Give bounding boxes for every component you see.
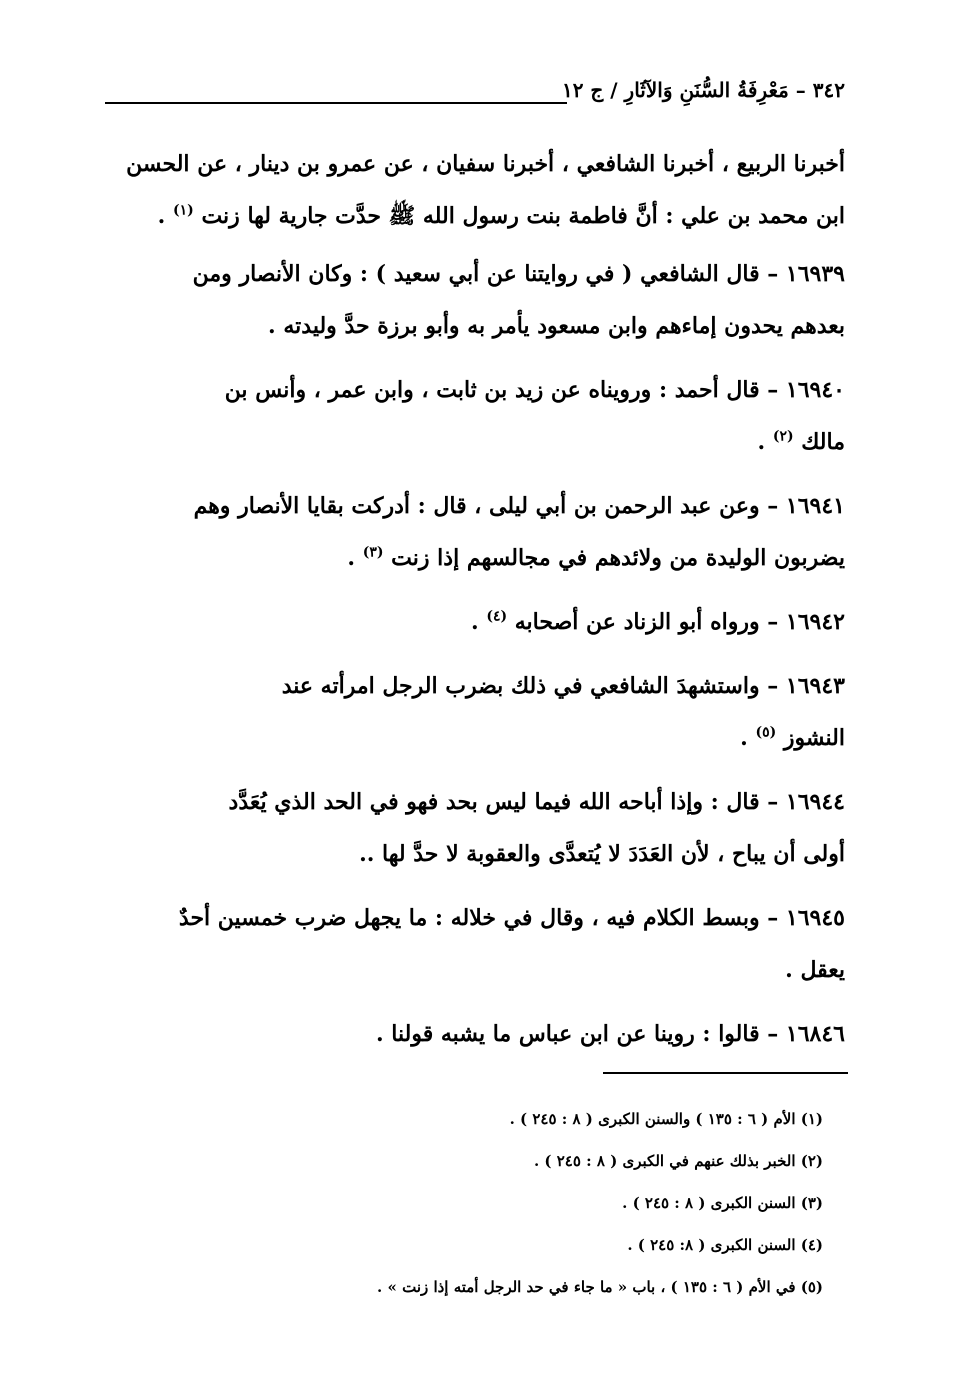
text-line (105, 416, 845, 468)
footnote-3: (٣) السنن الكبرى ( ٨ : ٢٤٥ ) . (622, 1194, 823, 1212)
text-segment: ١٦٩٤٢ – ورواه أبو الزناد عن أصحابه (514, 609, 845, 635)
text-end: . (757, 429, 773, 455)
text-line: بعدهم يحدون إماءهم وابن مسعود يأمر به وأبو برزة حدَّ وليدته . (268, 313, 845, 339)
text-line: أخبرنا الربيع ، أخبرنا الشافعي ، أخبرنا سفيان ، عن عمرو بن دينار ، عن الحسن (126, 151, 845, 177)
footnote-ref: (١) (172, 202, 194, 219)
text-segment: النشوز (783, 725, 845, 751)
text-line: ١٦٩٣٩ – قال الشافعي ( في روايتنا عن أبي سعيد ) : وكان الأنصار ومن (192, 261, 845, 287)
footnotes (123, 1098, 823, 1308)
text-end: . (740, 725, 756, 751)
paragraph-16942 (105, 596, 845, 648)
text-segment: يضربون الوليدة من ولائدهم في مجالسهم إذا زنت (391, 545, 845, 571)
text-line: يعقل . (785, 957, 845, 983)
footnote-separator (603, 1072, 848, 1074)
text-segment: مالك (801, 429, 845, 455)
text-line (105, 712, 845, 764)
footnote-5: (٥) في الأم ( ٦ : ١٣٥ ) ، باب « ما جاء في حد الرجل أمته إذا زنت » . (377, 1278, 823, 1296)
paragraph-16943 (105, 660, 845, 764)
running-title: ٣٤٢ – مَعْرِفَةُ السُّنَنِ وَالآثَارِ / ج ١٢ (561, 78, 845, 102)
paragraph-16941 (105, 480, 845, 584)
paragraph-16940 (105, 364, 845, 468)
text-end: . (347, 545, 363, 571)
text-line: ١٦٩٤٠ – قال أحمد : ورويناه عن زيد بن ثابت ، وابن عمر ، وأنس بن (224, 377, 845, 403)
text-end: . (157, 203, 173, 229)
footnote-ref: (٣) (362, 544, 384, 561)
text-end: . (470, 609, 487, 635)
header-rule (105, 102, 567, 104)
text-line: ١٦٩٤٥ – وبسط الكلام فيه ، وقال في خلاله : ما يجهل ضرب خمسين أحدٌ (178, 905, 845, 931)
main-text (105, 138, 845, 1066)
paragraph-16945 (105, 892, 845, 996)
paragraph-16944 (105, 776, 845, 880)
paragraph-16939 (105, 248, 845, 352)
text-line: أولى أن يباح ، لأن العَدَدَ لا يُتعدَّى والعقوبة لا حدَّ لها .. (359, 841, 845, 867)
text-line: ١٦٨٤٦ – قالوا : روينا عن ابن عباس ما يشبه قولنا . (375, 1021, 845, 1047)
footnote-ref: (٤) (486, 608, 508, 625)
text-line (105, 532, 845, 584)
page-header (105, 78, 845, 118)
footnote-4: (٤) السنن الكبرى ( ٨: ٢٤٥ ) . (627, 1236, 823, 1254)
footnote-ref: (٥) (755, 724, 777, 741)
footnote-ref: (٢) (772, 428, 794, 445)
text-segment: ابن محمد بن علي : أنَّ فاطمة بنت رسول الله ﷺ حدَّت جارية لها زنت (201, 203, 845, 229)
text-line: ١٦٩٤١ – وعن عبد الرحمن بن أبي ليلى ، قال : أدركت بقايا الأنصار وهم (193, 493, 845, 519)
text-line: ١٦٩٤٤ – قال : وإذا أباحه الله فيما ليس بحد فهو في الحد الذي يُعَدَّد (228, 789, 845, 815)
paragraph-16846 (105, 1008, 845, 1060)
paragraph-intro (105, 138, 845, 242)
text-line (105, 596, 845, 648)
text-line: ١٦٩٤٣ – واستشهدَ الشافعي في ذلك بضرب الرجل امرأته عند (281, 673, 845, 699)
footnote-1: (١) الأم ( ٦ : ١٣٥ ) والسنن الكبرى ( ٨ : ٢٤٥ ) . (509, 1110, 823, 1128)
footnote-2: (٢) الخبر بذلك عنهم في الكبرى ( ٨ : ٢٤٥ ) . (533, 1152, 823, 1170)
text-line (105, 190, 845, 242)
